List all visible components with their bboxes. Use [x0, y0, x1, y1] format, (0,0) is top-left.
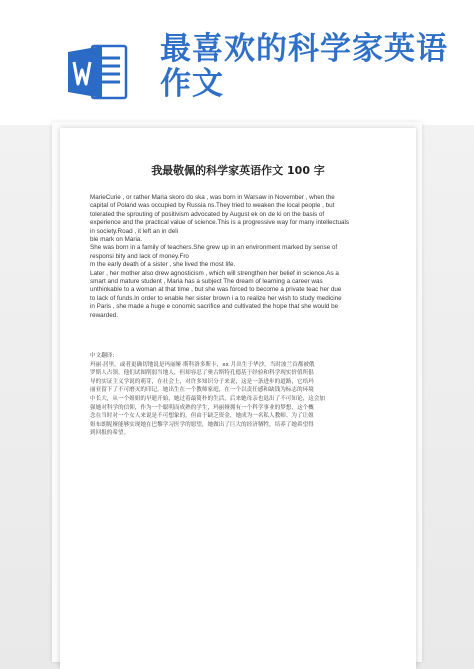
essay-line: rewarded. — [90, 311, 119, 319]
translation-line: 罗斯人占领。他们试图削弱当地人，但却容忍了奥古斯特孔德基于经验和科学现实价值所倡 — [90, 370, 314, 377]
translation-line: 念在当时对一个女人来说是不可想象的，但由于缺乏资金，她成为一名私人教师。为了让姐 — [90, 413, 314, 420]
essay-line: capital of Poland was occupied by Russia ns.They tried to weaken the local people , but — [90, 202, 335, 210]
essay-line: in society.Road , it left an in deli — [90, 227, 179, 235]
translation-line: 导的实证主义学说的萌芽，在社会上，对许多知识分子来说，这是一条进步的道路，它给玛 — [90, 378, 314, 385]
translation-line: 丽亚留下了不可磨灭的印记。她出生在一个教师家庭，在一个以责任感和缺钱为标志的环境 — [90, 387, 314, 394]
document-title: 我最敬佩的科学家英语作文 100 字 — [151, 164, 325, 177]
translation-line: 到回报的希望。 — [90, 430, 130, 437]
essay-line: smart and mature student , Maria has a subject The dream of learning a career was — [90, 278, 323, 286]
essay-line: in Paris , she made a huge e conomic sacrifice and cultivated the hope that she would be — [90, 303, 339, 311]
english-essay — [90, 194, 394, 320]
essay-line: to lack of funds.In order to enable her sister brown i a to realize her wish to study medicine — [90, 294, 342, 302]
essay-line: m the early death of a sister , she lived the most life. — [90, 261, 236, 269]
essay-line: MarieCurie , or rather Maria skoro do ska , was born in Warsaw in November , when the — [90, 194, 335, 201]
translation-line: 强她对科学的信仰，作为一个聪明而成熟的学生，玛丽娅拥有一个科学事业的梦想，这个概 — [90, 404, 314, 411]
translation-line: 中长大，从一个姐姐的早逝开始，她过着最简朴的生活，后来她母亲也退出了不可知论，这会加 — [90, 395, 325, 402]
banner — [0, 0, 474, 125]
translation-label: 中文翻译: — [90, 353, 115, 359]
essay-line: Later , her mother also drew agnosticism , which will strengthen her belief in science.As a — [90, 269, 339, 277]
document-page — [60, 128, 416, 669]
banner-title: 最喜欢的科学家英语作文 — [160, 31, 448, 102]
translation-line: 姐布朗妮娅能够实现她在巴黎学习医学的愿望，她做出了巨大的经济牺牲，培养了她希望得 — [90, 421, 314, 428]
essay-line: unthinkable to a woman at that time , but she was forced to become a private teac her due — [90, 286, 342, 294]
essay-line: ble mark on Maria. — [90, 236, 143, 244]
essay-line: tolerated the sprouting of positivism advocated by August ek on de ki on the basis of — [90, 210, 325, 218]
chinese-translation — [90, 352, 394, 438]
translation-line: 玛丽·居里，或者更确切地说是玛丽娅·斯科洛多斯卡，xx 月出生于华沙，当时波兰首都被俄 — [90, 361, 315, 368]
essay-line: responsi bity and lack of money.Fro — [90, 252, 189, 260]
essay-line: She was born in a family of teachers.She grew up in an environment marked by sense of — [90, 244, 338, 252]
word-document-icon — [66, 42, 130, 102]
essay-line: experience and the practical value of science.This is a progressive way for many intellectuals — [90, 219, 349, 227]
